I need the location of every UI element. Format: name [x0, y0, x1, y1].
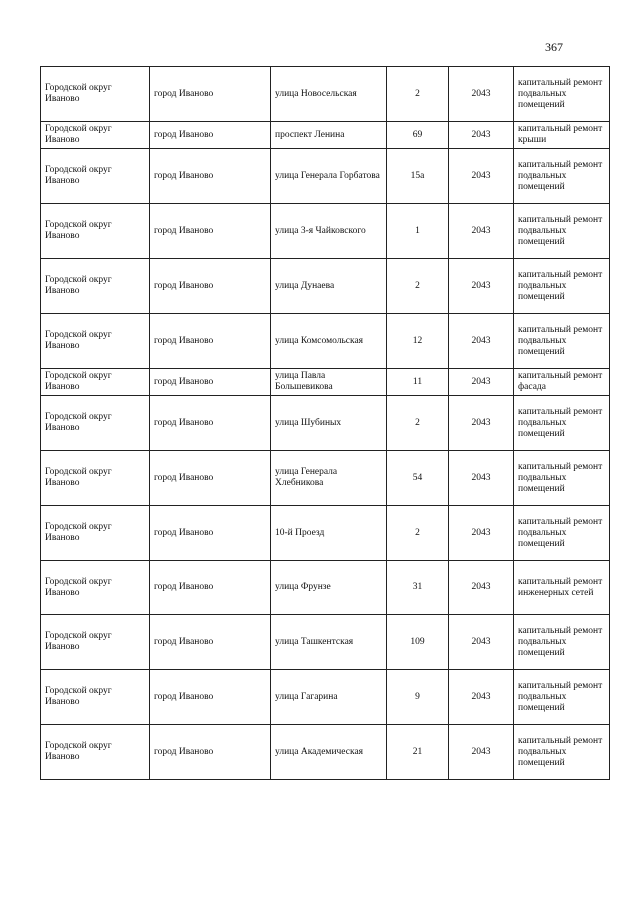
year-cell: 2043 — [449, 451, 514, 506]
table-row — [41, 451, 610, 506]
page-number: 367 — [545, 40, 563, 54]
house-number-cell: 1 — [387, 204, 449, 259]
municipality-cell: Городской округ Иваново — [41, 725, 150, 780]
table-row — [41, 149, 610, 204]
house-number-cell: 12 — [387, 314, 449, 369]
year-cell: 2043 — [449, 67, 514, 122]
street-cell: улица Академическая — [271, 725, 387, 780]
table-row — [41, 396, 610, 451]
municipality-cell: Городской округ Иваново — [41, 506, 150, 561]
street-cell: улица Павла Большевикова — [271, 369, 387, 396]
work-type-cell: капитальный ремонт подвальных помещений — [514, 615, 610, 670]
house-number-cell: 109 — [387, 615, 449, 670]
house-number-cell: 69 — [387, 122, 449, 149]
table-row — [41, 314, 610, 369]
municipality-cell: Городской округ Иваново — [41, 396, 150, 451]
work-type-cell: капитальный ремонт подвальных помещений — [514, 396, 610, 451]
table-row — [41, 67, 610, 122]
municipality-cell: Городской округ Иваново — [41, 615, 150, 670]
house-number-cell: 21 — [387, 725, 449, 780]
house-number-cell: 2 — [387, 67, 449, 122]
table-row — [41, 369, 610, 396]
city-cell: город Иваново — [150, 369, 271, 396]
municipality-cell: Городской округ Иваново — [41, 67, 150, 122]
street-cell: улица Новосельская — [271, 67, 387, 122]
city-cell: город Иваново — [150, 396, 271, 451]
year-cell: 2043 — [449, 561, 514, 615]
year-cell: 2043 — [449, 506, 514, 561]
work-type-cell: капитальный ремонт фасада — [514, 369, 610, 396]
year-cell: 2043 — [449, 615, 514, 670]
street-cell: улица Генерала Горбатова — [271, 149, 387, 204]
municipality-cell: Городской округ Иваново — [41, 122, 150, 149]
work-type-cell: капитальный ремонт подвальных помещений — [514, 451, 610, 506]
house-number-cell: 2 — [387, 396, 449, 451]
street-cell: улица 3-я Чайковского — [271, 204, 387, 259]
street-cell: улица Дунаева — [271, 259, 387, 314]
municipality-cell: Городской округ Иваново — [41, 149, 150, 204]
work-type-cell: капитальный ремонт подвальных помещений — [514, 204, 610, 259]
table-row — [41, 506, 610, 561]
street-cell: улица Фрунзе — [271, 561, 387, 615]
city-cell: город Иваново — [150, 122, 271, 149]
municipality-cell: Городской округ Иваново — [41, 369, 150, 396]
municipality-cell: Городской округ Иваново — [41, 204, 150, 259]
city-cell: город Иваново — [150, 506, 271, 561]
municipality-cell: Городской округ Иваново — [41, 451, 150, 506]
street-cell: проспект Ленина — [271, 122, 387, 149]
table-row — [41, 259, 610, 314]
city-cell: город Иваново — [150, 451, 271, 506]
work-type-cell: капитальный ремонт крыши — [514, 122, 610, 149]
street-cell: улица Ташкентская — [271, 615, 387, 670]
work-type-cell: капитальный ремонт инженерных сетей — [514, 561, 610, 615]
table-row — [41, 615, 610, 670]
city-cell: город Иваново — [150, 615, 271, 670]
house-number-cell: 2 — [387, 506, 449, 561]
street-cell: улица Шубиных — [271, 396, 387, 451]
house-number-cell: 11 — [387, 369, 449, 396]
table-row — [41, 670, 610, 725]
year-cell: 2043 — [449, 396, 514, 451]
city-cell: город Иваново — [150, 259, 271, 314]
house-number-cell: 2 — [387, 259, 449, 314]
street-cell: улица Генерала Хлебникова — [271, 451, 387, 506]
table-row — [41, 725, 610, 780]
city-cell: город Иваново — [150, 670, 271, 725]
street-cell: улица Комсомольская — [271, 314, 387, 369]
repair-schedule-table — [40, 66, 610, 780]
city-cell: город Иваново — [150, 204, 271, 259]
table-body — [41, 67, 610, 780]
municipality-cell: Городской округ Иваново — [41, 259, 150, 314]
work-type-cell: капитальный ремонт подвальных помещений — [514, 506, 610, 561]
year-cell: 2043 — [449, 314, 514, 369]
house-number-cell: 54 — [387, 451, 449, 506]
city-cell: город Иваново — [150, 561, 271, 615]
table-row — [41, 204, 610, 259]
house-number-cell: 9 — [387, 670, 449, 725]
year-cell: 2043 — [449, 149, 514, 204]
street-cell: 10-й Проезд — [271, 506, 387, 561]
work-type-cell: капитальный ремонт подвальных помещений — [514, 314, 610, 369]
year-cell: 2043 — [449, 725, 514, 780]
street-cell: улица Гагарина — [271, 670, 387, 725]
house-number-cell: 31 — [387, 561, 449, 615]
city-cell: город Иваново — [150, 725, 271, 780]
table-row — [41, 122, 610, 149]
work-type-cell: капитальный ремонт подвальных помещений — [514, 670, 610, 725]
municipality-cell: Городской округ Иваново — [41, 314, 150, 369]
year-cell: 2043 — [449, 670, 514, 725]
work-type-cell: капитальный ремонт подвальных помещений — [514, 259, 610, 314]
year-cell: 2043 — [449, 204, 514, 259]
municipality-cell: Городской округ Иваново — [41, 670, 150, 725]
table-row — [41, 561, 610, 615]
work-type-cell: капитальный ремонт подвальных помещений — [514, 149, 610, 204]
city-cell: город Иваново — [150, 149, 271, 204]
city-cell: город Иваново — [150, 67, 271, 122]
city-cell: город Иваново — [150, 314, 271, 369]
municipality-cell: Городской округ Иваново — [41, 561, 150, 615]
work-type-cell: капитальный ремонт подвальных помещений — [514, 67, 610, 122]
year-cell: 2043 — [449, 259, 514, 314]
house-number-cell: 15а — [387, 149, 449, 204]
year-cell: 2043 — [449, 369, 514, 396]
year-cell: 2043 — [449, 122, 514, 149]
work-type-cell: капитальный ремонт подвальных помещений — [514, 725, 610, 780]
